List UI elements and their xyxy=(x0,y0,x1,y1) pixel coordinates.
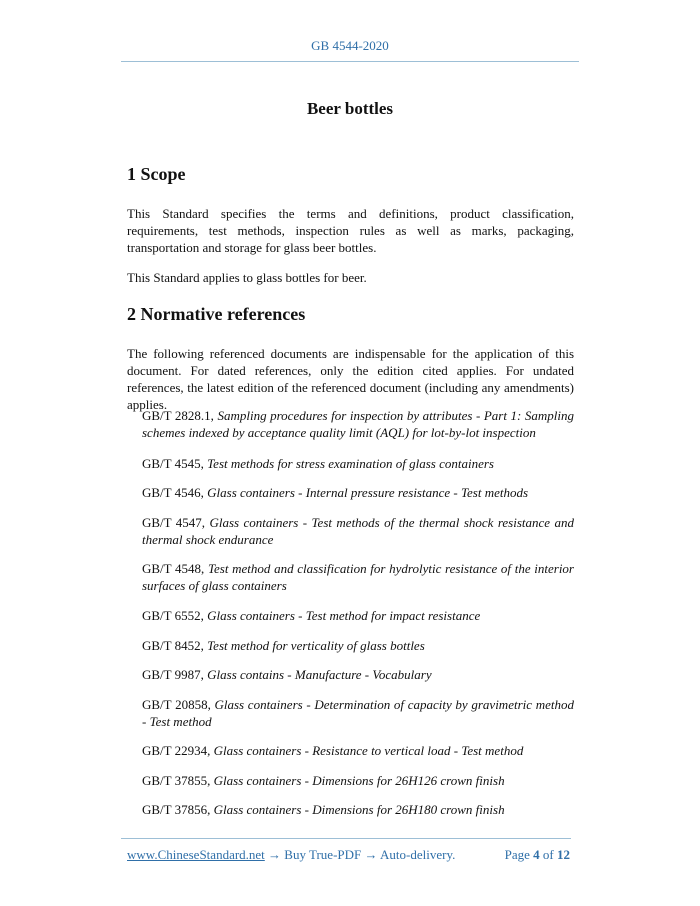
section-heading-scope: 1 Scope xyxy=(127,164,186,184)
reference-item: GB/T 6552, Glass containers - Test method for impact resistance xyxy=(142,608,481,623)
reference-item: GB/T 4545, Test methods for stress examination of glass containers xyxy=(142,456,494,471)
footer-divider xyxy=(121,838,571,839)
header-divider xyxy=(121,61,579,62)
footer-tagline: → Buy True-PDF → Auto-delivery. xyxy=(264,847,456,862)
reference-item: GB/T 22934, Glass containers - Resistance to vertical load - Test method xyxy=(142,743,524,758)
reference-item: GB/T 37856, Glass containers - Dimensions for 26H180 crown finish xyxy=(142,802,505,817)
scope-paragraph-2: This Standard applies to glass bottles for beer. xyxy=(127,270,367,285)
reference-item: GB/T 9987, Glass contains - Manufacture - Vocabulary xyxy=(142,667,432,682)
reference-item: GB/T 4546, Glass containers - Internal pressure resistance - Test methods xyxy=(142,485,529,500)
reference-item: GB/T 8452, Test method for verticality of glass bottles xyxy=(142,638,425,653)
reference-item: GB/T 2828.1, Sampling procedures for inspection by attributes - Part 1: Sampling schemes indexed by acceptance quality limit (AQL) for lot-by-lot inspection xyxy=(142,408,574,440)
references-intro-paragraph: The following referenced documents are indispensable for the application of this document. For dated references, only the edition cited applies. For undated references, the latest edition of the referenced document (including any amendments) applies. xyxy=(127,346,574,412)
scope-paragraph-1: This Standard specifies the terms and definitions, product classification, requirements, test methods, inspection rules as well as marks, packaging, transportation and storage for glass beer bottles. xyxy=(127,206,574,255)
page-indicator: Page 4 of 12 xyxy=(504,847,570,862)
running-header: GB 4544-2020 xyxy=(311,38,389,53)
footer-promo xyxy=(127,847,455,863)
reference-item: GB/T 4548, Test method and classification for hydrolytic resistance of the interior surfaces of glass containers xyxy=(142,561,574,593)
website-link[interactable]: www.ChineseStandard.net xyxy=(127,847,265,862)
reference-item: GB/T 37855, Glass containers - Dimensions for 26H126 crown finish xyxy=(142,773,505,788)
reference-item: GB/T 4547, Glass containers - Test methods of the thermal shock resistance and thermal shock endurance xyxy=(142,515,574,547)
section-heading-normative-references: 2 Normative references xyxy=(127,304,306,324)
document-title: Beer bottles xyxy=(306,99,394,118)
reference-item: GB/T 20858, Glass containers - Determination of capacity by gravimetric method - Test method xyxy=(142,697,574,729)
